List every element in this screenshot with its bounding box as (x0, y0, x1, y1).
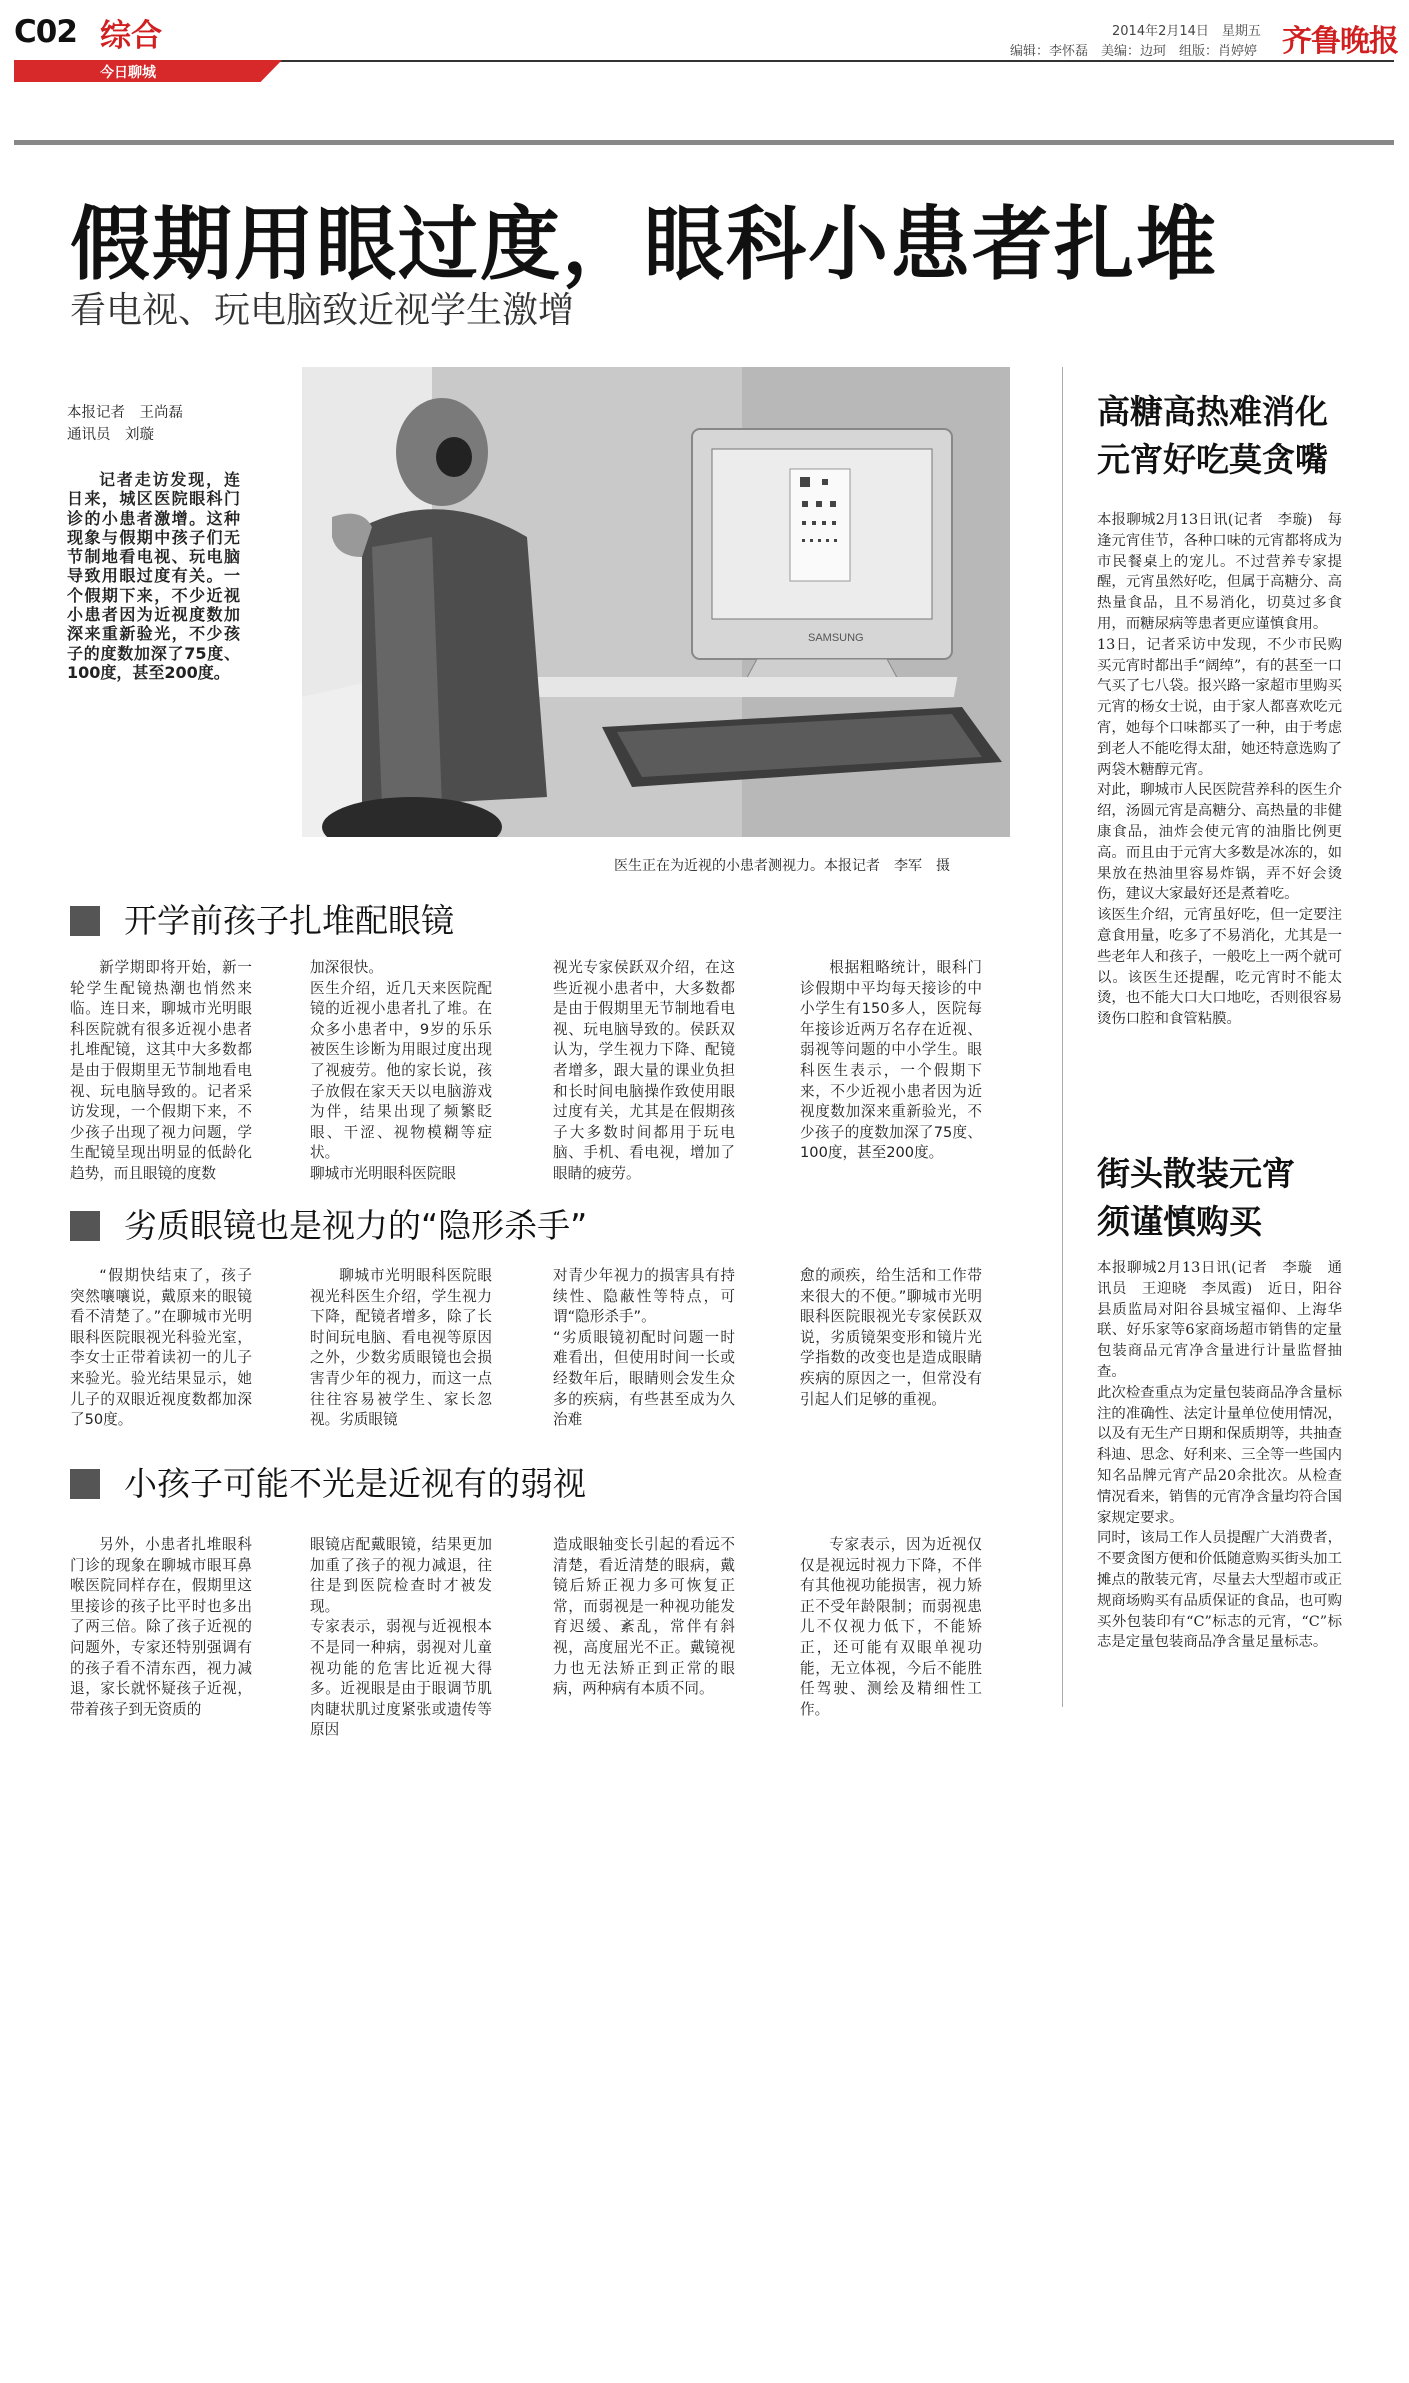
paragraph: 另外，小患者扎堆眼科门诊的现象在聊城市眼耳鼻喉医院同样存在，假期里这里接诊的孩子比平时也多出了两三倍。除了孩子近视的问题外，专家还特别强调有的孩子看不清东西，视力减退，家长就怀疑孩子近视，带着孩子到无资质的 (70, 1536, 252, 1718)
editor-credits: 编辑：李怀磊 美编：边珂 组版：肖婷婷 (1010, 44, 1258, 59)
sidebar-1-body: 本报聊城2月13日讯(记者 李璇) 每逢元宵佳节，各种口味的元宵都将成为市民餐桌上的宠儿。不过营养专家提醒，元宵虽然好吃，但属于高糖分、高热量食品，且不易消化，切莫过多食用，而糖尿病等患者更应谨慎食用。 13日，记者采访中发现，不少市民购买元宵时都出手“阔绰”，有的甚至一口气买了七八袋。报兴路一家超市里购买元宵的杨女士说，由于家人都喜欢吃元宵，她每个口味都买了一种，由于考虑到老人不能吃得太甜，她还特意选购了两袋木糖醇元宵。 对此，聊城市人民医院营养科的医生介绍，汤圆元宵是高糖分、高热量的非健康食品，油炸会使元宵的油脂比例更高。而且由于元宵大多数是冰冻的，如果放在热油里容易炸锅，弄不好会烫伤，建议大家最好还是煮着吃。 该医生介绍，元宵虽好吃，但一定要注意食用量，吃多了不易消化，尤其是一些老年人和孩子，一般吃上一两个就可以。该医生还提醒，吃元宵时不能太烫，也不能大口大口地吃，否则很容易烫伤口腔和食管粘膜。 (1097, 512, 1342, 1028)
monitor (692, 429, 952, 687)
section-2-col-4 (800, 1266, 982, 1410)
section-3-col-2 (310, 1535, 492, 1741)
newspaper-logo: 齐鲁晚报 (1282, 24, 1398, 59)
section-3-col-1 (70, 1535, 252, 1720)
lede-text: 记者走访发现，连日来，城区医院眼科门诊的小患者激增。这种现象与假期中孩子们无节制地看电视、玩电脑导致用眼过度有关。一个假期下来，不少近视小患者因为近视度数加深来重新验光，不少孩子的度数加深了75度、100度，甚至200度。 (67, 470, 240, 682)
section-1-col-1 (70, 958, 252, 1185)
issue-date: 2014年2月14日 星期五 (1112, 24, 1261, 39)
top-rule (14, 140, 1394, 145)
paragraph: 专家表示，因为近视仅仅是视远时视力下降，不伴有其他视功能损害，视力矫正不受年龄限制；而弱视患儿不仅视力低下，不能矫正，还可能有双眼单视功能，无立体视，今后不能胜任驾驶、测绘及精细性工作。 (800, 1536, 982, 1718)
sidebar-rule (1062, 367, 1063, 1707)
paragraph: 聊城市光明眼科医院眼视光科医生介绍，学生视力下降，配镜者增多，除了长时间玩电脑、看电视等原因之外，少数劣质眼镜也会损害青少年的视力，而这一点往往容易被学生、家长忽视。劣质眼镜 (310, 1267, 492, 1429)
byline (67, 402, 183, 446)
page-code: C02 (14, 14, 77, 50)
article-subtitle: 看电视、玩电脑致近视学生激增 (70, 290, 575, 331)
monitor-brand-text: SAMSUNG (808, 632, 864, 644)
sidebar-2-body: 本报聊城2月13日讯(记者 李璇 通讯员 王迎晓 李凤霞) 近日，阳谷县质监局对阳谷县城宝福仰、上海华联、好乐家等6家商场超市销售的定量包装商品元宵净含量进行计量监督抽查。 此次检查重点为定量包装商品净含量标注的准确性、法定计量单位使用情况，以及有无生产日期和保质期等，共抽查科迪、思念、好利来、三全等一些国内知名品牌元宵产品20余批次。从检查情况看来，销售的元宵净含量均符合国家规定要求。 同时，该局工作人员提醒广大消费者，不要贪图方便和价低随意购买街头加工摊点的散装元宵，尽量去大型超市或正规商场购买有品质保证的食品，也可购买外包装印有“C”标志的元宵，“C”标志是定量包装商品净含量足量标志。 (1097, 1260, 1342, 1651)
section-name: 综合 (100, 18, 162, 54)
section-heading-text: 劣质眼镜也是视力的“隐形杀手” (124, 1206, 588, 1245)
paragraph: 眼镜店配戴眼镜，结果更加加重了孩子的视力减退，往往是到医院检查时才被发现。 专家表示，弱视与近视根本不是同一种病，弱视对儿童视功能的危害比近视大得多。近视眼是由于眼调节肌肉睫状肌过度紧张或遗传等原因 (310, 1536, 492, 1739)
sidebar-2-title: 街头散装元宵 须谨慎购买 (1097, 1154, 1295, 1241)
section-heading-3 (70, 1458, 586, 1505)
section-3-col-4 (800, 1535, 982, 1720)
article-title: 假期用眼过度，眼科小患者扎堆 (70, 198, 1218, 291)
byline-reporter: 本报记者 王尚磊 (67, 405, 183, 421)
paragraph: “假期快结束了，孩子突然嚷嚷说，戴原来的眼镜看不清楚了。”在聊城市光明眼科医院眼视光科验光室，李女士正带着读初一的儿子来验光。验光结果显示，她儿子的双眼近视度数都加深了50度。 (70, 1267, 252, 1429)
heading-square-icon (70, 906, 100, 936)
photo-caption: 医生正在为近视的小患者测视力。本报记者 李军 摄 (614, 858, 950, 874)
paragraph: 新学期即将开始，新一轮学生配镜热潮也悄然来临。连日来，聊城市光明眼科医院就有很多近视小患者扎堆配镜，这其中大多数都是由于假期里无节制地看电视、玩电脑导致的。记者采访发现，一个假期下来，不少孩子出现了视力问题，学生配镜呈现出明显的低龄化趋势，而且眼镜的度数 (70, 959, 252, 1182)
section-heading-text: 开学前孩子扎堆配眼镜 (124, 901, 454, 940)
section-heading-text: 小孩子可能不光是近视有的弱视 (124, 1464, 586, 1503)
section-2-col-2 (310, 1266, 492, 1431)
section-heading-1 (70, 895, 454, 942)
heading-square-icon (70, 1469, 100, 1499)
section-heading-2 (70, 1200, 587, 1247)
paragraph: 视光专家侯跃双介绍，在这些近视小患者中，大多数都是由于假期里无节制地看电视、玩电脑导致的。侯跃双认为，学生视力下降、配镜者增多，跟大量的课业负担和长时间电脑操作致使用眼过度有关，尤其是在假期孩子大多数时间都用于玩电脑、手机、看电视，增加了眼睛的疲劳。 (553, 959, 735, 1182)
paragraph: 加深很快。 医生介绍，近几天来医院配镜的近视小患者扎了堆。在众多小患者中，9岁的乐乐被医生诊断为用眼过度出现了视疲劳。他的家长说，孩子放假在家天天以电脑游戏为伴，结果出现了频繁眨眼、干涩、视物模糊等症状。 聊城市光明眼科医院眼 (310, 959, 492, 1182)
paragraph: 对青少年视力的损害具有持续性、隐蔽性等特点，可谓“隐形杀手”。 “劣质眼镜初配时问题一时难看出，但使用时间一长或经数年后，眼睛则会发生众多的疾病，有些甚至成为久治难 (553, 1267, 735, 1429)
heading-square-icon (70, 1211, 100, 1241)
article-lede (67, 470, 240, 682)
subsection-name: 今日聊城 (100, 65, 156, 81)
photo-illustration (302, 367, 1010, 837)
paragraph: 造成眼轴变长引起的看远不清楚，看近清楚的眼病，戴镜后矫正视力多可恢复正常，而弱视是一种视功能发育迟缓、紊乱，常伴有斜视，高度屈光不正。戴镜视力也无法矫正到正常的眼病，两种病有本质不同。 (553, 1536, 735, 1698)
paragraph: 愈的顽疾，给生活和工作带来很大的不便。”聊城市光明眼科医院眼视光专家侯跃双说，劣质镜架变形和镜片光学指数的改变也是造成眼睛疾病的原因之一，但常没有引起人们足够的重视。 (800, 1267, 982, 1408)
section-3-col-3 (553, 1535, 735, 1700)
section-2-col-1 (70, 1266, 252, 1431)
article-photo (302, 367, 1010, 837)
section-2-col-3 (553, 1266, 735, 1431)
section-1-col-4 (800, 958, 982, 1164)
sidebar-1-title: 高糖高热难消化 元宵好吃莫贪嘴 (1097, 392, 1328, 479)
paragraph: 根据粗略统计，眼科门诊假期中平均每天接诊的中小学生有150多人，医院每年接诊近两万名存在近视、弱视等问题的中小学生。眼科医生表示，一个假期下来，不少近视小患者因为近视度数加深来重新验光，不少孩子的度数加深了75度、100度，甚至200度。 (800, 959, 982, 1162)
byline-correspondent: 通讯员 刘璇 (67, 427, 154, 443)
section-1-col-3 (553, 958, 735, 1185)
section-1-col-2 (310, 958, 492, 1185)
